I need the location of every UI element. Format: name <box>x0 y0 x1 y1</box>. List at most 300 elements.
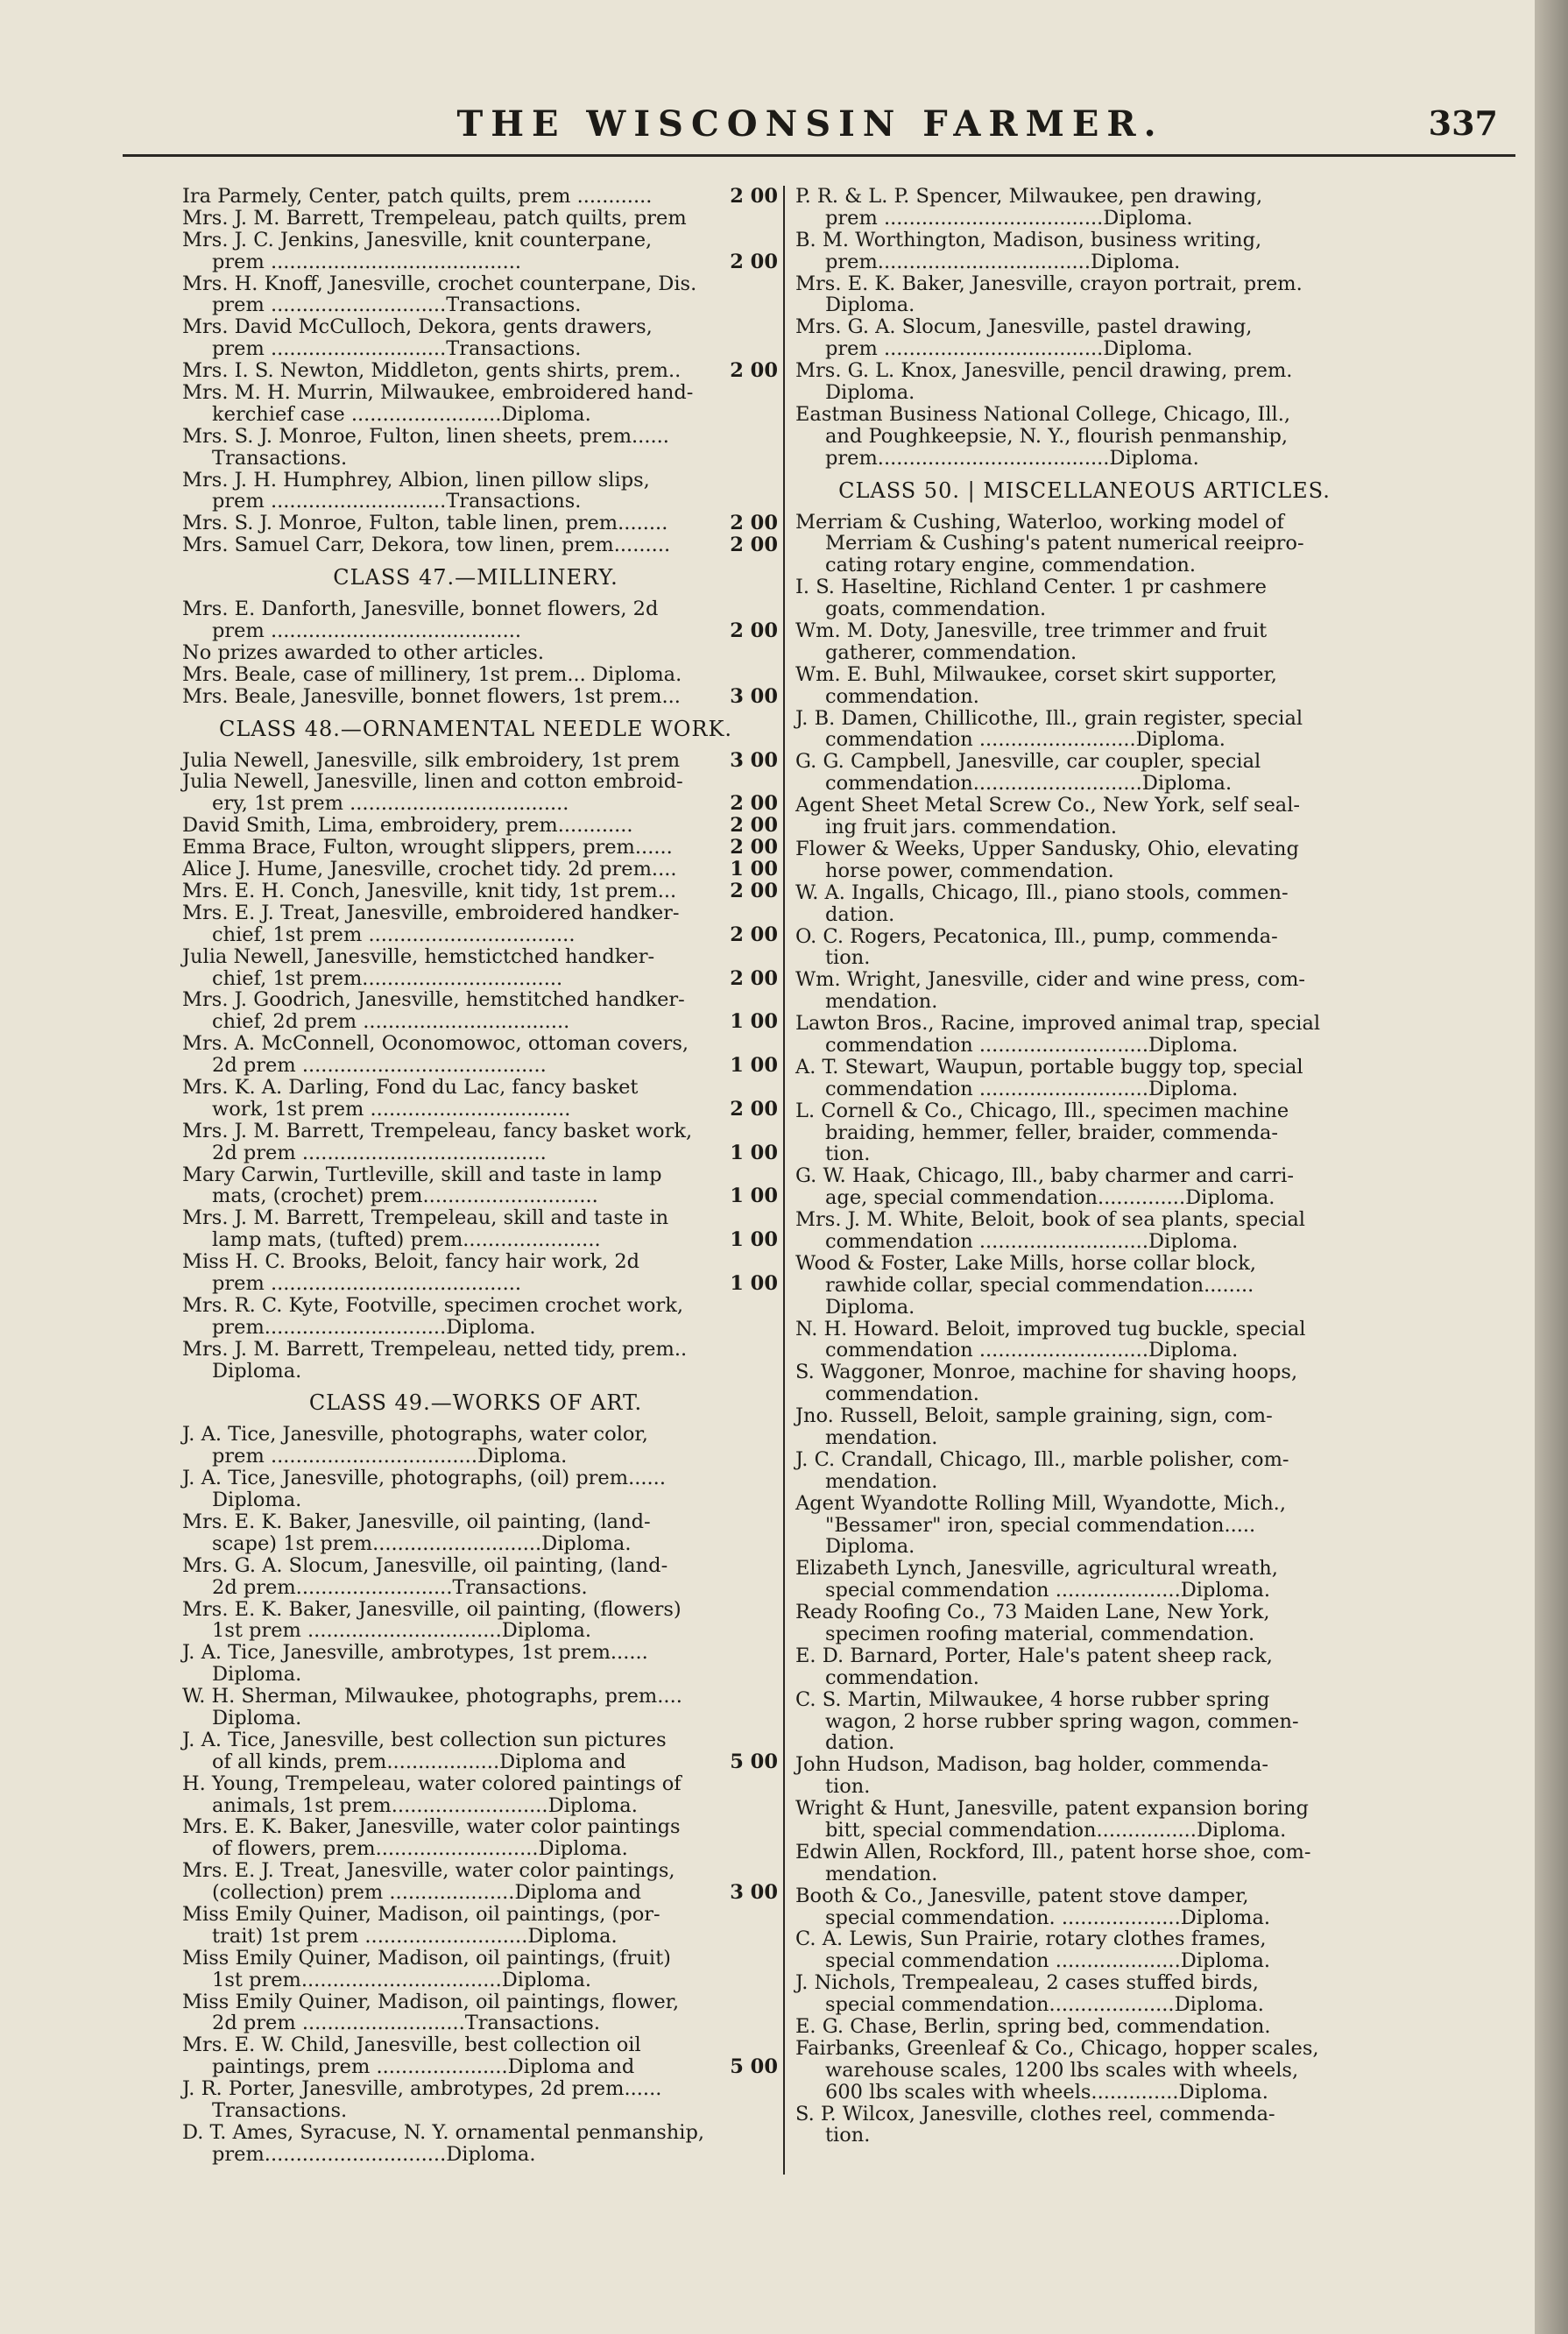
prize-amount: 1 00 <box>730 1054 778 1078</box>
entry-text: Mrs. E. H. Conch, Janesville, knit tidy, 1st prem... <box>182 879 677 902</box>
entry-text: Diploma. <box>825 1535 915 1559</box>
entry-text: Julia Newell, Janesville, hemstictched handker- <box>182 944 655 968</box>
award-entry <box>795 1558 1374 1602</box>
award-entry <box>795 1689 1374 1755</box>
entry-text: wagon, 2 horse rubber spring wagon, commen- <box>825 1709 1299 1733</box>
page-header <box>175 103 1498 161</box>
entry-line <box>795 947 1374 969</box>
award-entry <box>182 814 778 838</box>
entry-text: chief, 1st prem................................ <box>212 966 563 990</box>
entry-line <box>182 208 752 230</box>
entry-line <box>795 1035 1374 1057</box>
entry-line <box>795 1536 1374 1558</box>
entry-line <box>795 2060 1374 2082</box>
award-entry <box>182 988 778 1034</box>
entry-text: J. A. Tice, Janesville, best collection sun pictures <box>182 1728 667 1751</box>
entry-text: Transactions. <box>212 2099 348 2123</box>
class-heading: CLASS 50. | MISCELLANEOUS ARTICLES. <box>838 477 1331 503</box>
entry-line <box>182 1295 752 1317</box>
award-entry <box>795 838 1374 882</box>
entry-line <box>182 2012 752 2034</box>
entry-text: Mrs. J. M. Barrett, Trempeleau, skill and taste in <box>182 1206 669 1230</box>
entry-text: prem ........................................ <box>212 619 522 643</box>
entry-text: Diploma. <box>212 1489 302 1512</box>
entry-line <box>182 338 752 360</box>
entry-line <box>795 273 1374 295</box>
award-entry <box>795 1602 1374 1645</box>
award-entry <box>182 1339 752 1383</box>
entry-text: N. H. Howard. Beloit, improved tug buckle, special <box>795 1317 1306 1340</box>
entry-text: Lawton Bros., Racine, improved animal trap, special <box>795 1012 1321 1036</box>
entry-text: chief, 2d prem ................................. <box>212 1010 570 1034</box>
entry-line <box>182 1881 778 1905</box>
entry-line <box>182 1446 752 1468</box>
entry-line <box>182 359 778 383</box>
entry-text: prem ............................Transactions. <box>212 490 582 513</box>
entry-text: Mrs. Beale, Janesville, bonnet flowers, 1st prem... <box>182 684 681 708</box>
entry-text: prem ........................................ <box>212 1271 522 1295</box>
award-entry <box>795 1493 1374 1559</box>
entry-line <box>182 879 778 902</box>
entry-line <box>795 1100 1374 1122</box>
left-column <box>182 185 778 2166</box>
entry-line <box>795 751 1374 773</box>
entry-text: J. C. Crandall, Chicago, Ill., marble polisher, com- <box>795 1447 1289 1471</box>
entry-text: Mrs. G. A. Slocum, Janesville, oil painting, (land- <box>182 1553 668 1577</box>
entry-line <box>795 360 1374 382</box>
entry-line <box>182 294 752 316</box>
award-entry <box>795 1972 1374 2016</box>
entry-text: Alice J. Hume, Janesville, crochet tidy. 2d prem.... <box>182 858 677 881</box>
prize-amount: 2 00 <box>730 966 778 990</box>
award-entry <box>795 1405 1374 1449</box>
entry-line <box>182 491 752 513</box>
entry-text: H. Young, Trempeleau, water colored paintings of <box>182 1772 682 1795</box>
award-entry <box>795 1362 1374 1405</box>
entry-line <box>795 1122 1374 1144</box>
entry-line <box>795 1471 1374 1493</box>
entry-line <box>182 1729 752 1751</box>
entry-line <box>795 708 1374 730</box>
entry-line <box>795 1972 1374 1994</box>
entry-line <box>795 1842 1374 1864</box>
entry-text: Wm. M. Doty, Janesville, tree trimmer and fruit <box>795 619 1268 643</box>
award-entry <box>182 470 752 513</box>
entry-line <box>182 1926 752 1948</box>
entry-line <box>795 1057 1374 1079</box>
entry-line <box>182 2122 752 2144</box>
entry-text: animals, 1st prem.........................Diploma. <box>212 1793 638 1817</box>
entry-line <box>182 1339 752 1361</box>
prize-amount: 2 00 <box>730 250 778 273</box>
entry-line <box>795 1928 1374 1950</box>
entry-line <box>182 966 778 990</box>
award-entry <box>182 1295 752 1339</box>
entry-text: W. H. Sherman, Milwaukee, photographs, prem.... <box>182 1685 682 1708</box>
entry-text: Eastman Business National College, Chicago, Ill., <box>795 402 1291 426</box>
entry-line <box>795 1580 1374 1602</box>
entry-text: special commendation ....................Diploma. <box>825 1579 1271 1602</box>
award-entry <box>795 1253 1374 1319</box>
prize-amount: 2 00 <box>730 792 778 816</box>
award-entry <box>182 1075 778 1121</box>
entry-text: "Bessamer" iron, special commendation..... <box>825 1513 1256 1537</box>
award-entry <box>182 2078 752 2122</box>
award-entry <box>795 1449 1374 1493</box>
entry-line <box>795 969 1374 991</box>
entry-line <box>795 1732 1374 1754</box>
entry-text: prem ........................................ <box>212 250 522 273</box>
entry-line <box>795 642 1374 664</box>
entry-line <box>795 1515 1374 1537</box>
entry-text: Mrs. David McCulloch, Dekora, gents drawers, <box>182 315 653 339</box>
entry-text: C. A. Lewis, Sun Prairie, rotary clothes frames, <box>795 1927 1267 1951</box>
entry-line <box>795 686 1374 708</box>
award-entry <box>182 228 778 273</box>
award-entry <box>795 1645 1374 1689</box>
entry-text: work, 1st prem ................................ <box>212 1097 571 1121</box>
entry-line <box>182 250 778 273</box>
entry-text: 600 lbs scales with wheels..............Diploma. <box>825 2080 1268 2104</box>
entry-line <box>182 1860 752 1882</box>
entry-line <box>795 1362 1374 1383</box>
entry-line <box>182 1795 752 1817</box>
entry-text: prem ............................Transactions. <box>212 337 582 361</box>
award-entry <box>182 359 778 383</box>
award-entry <box>795 1057 1374 1100</box>
entry-text: Diploma. <box>212 1359 302 1383</box>
entry-line <box>182 1271 778 1295</box>
award-entry <box>795 2104 1374 2147</box>
award-entry <box>182 770 778 816</box>
entry-line <box>795 230 1374 251</box>
award-entry <box>182 836 778 859</box>
entry-text: Wm. Wright, Janesville, cider and wine press, com- <box>795 968 1306 992</box>
award-entry <box>182 185 778 208</box>
entry-line <box>182 2144 752 2166</box>
award-entry <box>795 1842 1374 1885</box>
award-entry <box>182 1555 752 1599</box>
entry-line <box>795 426 1374 448</box>
entry-line <box>182 1228 778 1252</box>
entry-text: prem.............................Diploma. <box>212 1315 536 1339</box>
entry-line <box>795 404 1374 426</box>
entry-line <box>795 1143 1374 1165</box>
entry-line <box>795 729 1374 751</box>
award-entry <box>182 858 778 881</box>
entry-text: tion. <box>825 1775 871 1799</box>
entry-line <box>182 1577 752 1599</box>
entry-text: rawhide collar, special commendation........ <box>825 1273 1254 1297</box>
entry-text: paintings, prem .....................Diploma and <box>212 2055 635 2079</box>
entry-line <box>795 512 1374 534</box>
entry-line <box>182 1970 752 1991</box>
award-entry <box>795 273 1374 317</box>
award-entry <box>182 426 752 470</box>
page-spine-shadow <box>1535 0 1568 2334</box>
entry-line <box>795 382 1374 404</box>
entry-text: No prizes awarded to other articles. <box>182 640 544 664</box>
prize-amount: 3 00 <box>730 1881 778 1905</box>
award-entry <box>182 1206 778 1252</box>
entry-line <box>795 448 1374 470</box>
entry-text: Mrs. M. H. Murrin, Milwaukee, embroidered hand- <box>182 381 694 405</box>
award-entry <box>795 926 1374 970</box>
entry-text: Mrs. J. M. White, Beloit, book of sea plants, special <box>795 1208 1305 1232</box>
entry-line <box>182 512 778 535</box>
prize-amount: 1 00 <box>730 1141 778 1164</box>
entry-text: Elizabeth Lynch, Janesville, agricultural wreath, <box>795 1557 1278 1581</box>
entry-line <box>795 817 1374 838</box>
entry-line <box>182 1948 752 1970</box>
award-entry <box>182 664 752 686</box>
entry-line <box>182 902 752 924</box>
entry-text: commendation. <box>825 1666 979 1689</box>
entry-text: prem ...................................Diploma. <box>825 337 1193 361</box>
entry-line <box>795 1907 1374 1929</box>
entry-line <box>182 470 752 492</box>
entry-line <box>182 814 778 838</box>
entry-text: Ira Parmely, Center, patch quilts, prem ............ <box>182 185 653 208</box>
entry-line <box>182 2078 752 2100</box>
entry-line <box>182 642 752 664</box>
entry-text: W. A. Ingalls, Chicago, Ill., piano stools, commen- <box>795 881 1289 904</box>
award-entry <box>182 1859 778 1905</box>
entry-line <box>182 1708 752 1729</box>
entry-line <box>795 533 1374 555</box>
entry-text: Wright & Hunt, Janesville, patent expansion boring <box>795 1797 1309 1821</box>
entry-text: Mrs. I. S. Newton, Middleton, gents shirts, prem.. <box>182 359 682 383</box>
journal-title: THE WISCONSIN FARMER. <box>456 103 1164 145</box>
entry-text: braiding, hemmer, feller, braider, commenda- <box>825 1121 1279 1144</box>
entry-text: and Poughkeepsie, N. Y., flourish penmanship, <box>825 424 1289 448</box>
column-divider <box>783 186 785 2175</box>
entry-line <box>182 1489 752 1511</box>
entry-text: commendation ...........................Diploma. <box>825 1339 1239 1362</box>
entry-text: commendation ...........................Diploma. <box>825 1077 1239 1100</box>
prize-amount: 1 00 <box>730 1010 778 1034</box>
entry-text: Transactions. <box>212 446 348 470</box>
entry-text: Diploma. <box>212 1707 302 1729</box>
entry-text: lamp mats, (tufted) prem...................... <box>212 1228 601 1252</box>
entry-text: J. A. Tice, Janesville, photographs, (oil) prem...... <box>182 1467 666 1490</box>
entry-line <box>795 1079 1374 1100</box>
entry-line <box>795 1165 1374 1187</box>
entry-line <box>182 2055 778 2079</box>
entry-text: D. T. Ames, Syracuse, N. Y. ornamental penmanship, <box>182 2120 705 2144</box>
entry-line <box>795 1754 1374 1776</box>
entry-line <box>182 185 778 208</box>
entry-text: age, special commendation..............Diploma. <box>825 1186 1275 1210</box>
entry-text: J. Nichols, Trempealeau, 2 cases stuffed birds, <box>795 1971 1259 1995</box>
entry-text: Mrs. Beale, case of millinery, 1st prem... Diploma. <box>182 662 682 686</box>
award-entry <box>182 1642 752 1686</box>
entry-line <box>182 619 778 643</box>
entry-text: Emma Brace, Fulton, wrought slippers, prem...... <box>182 836 673 859</box>
entry-text: Mrs. E. K. Baker, Janesville, water color paintings <box>182 1815 681 1839</box>
entry-line <box>182 1838 752 1860</box>
entry-text: Mrs. J. C. Jenkins, Janesville, knit counterpane, <box>182 228 653 251</box>
entry-text: Ready Roofing Co., 73 Maiden Lane, New York, <box>795 1601 1270 1624</box>
entry-text: cating rotary engine, commendation. <box>825 554 1197 577</box>
entry-line <box>182 1904 752 1926</box>
entry-text: mendation. <box>825 1469 938 1493</box>
award-entry <box>182 1250 778 1295</box>
entry-text: prem ............................Transactions. <box>212 294 582 317</box>
entry-text: O. C. Rogers, Pecatonica, Ill., pump, commenda- <box>795 924 1278 948</box>
award-entry <box>795 1100 1374 1166</box>
entry-text: L. Cornell & Co., Chicago, Ill., specimen machine <box>795 1099 1289 1122</box>
prize-amount: 2 00 <box>730 534 778 557</box>
prize-amount: 3 00 <box>730 684 778 708</box>
entry-text: Mrs. S. J. Monroe, Fulton, table linen, prem........ <box>182 512 668 535</box>
entry-line <box>795 773 1374 795</box>
entry-text: ery, 1st prem ................................... <box>212 792 569 816</box>
entry-text: Wm. E. Buhl, Milwaukee, corset skirt supporter, <box>795 662 1277 686</box>
award-entry <box>795 576 1374 620</box>
entry-line <box>795 1493 1374 1515</box>
award-entry <box>182 512 778 535</box>
entry-text: 2d prem ....................................... <box>212 1141 547 1164</box>
award-entry <box>182 1904 752 1948</box>
award-entry <box>182 273 752 317</box>
entry-text: B. M. Worthington, Madison, business writing, <box>795 228 1262 251</box>
entry-text: Diploma. <box>825 294 915 317</box>
entry-text: prem.............................Diploma. <box>212 2142 536 2166</box>
entry-text: commendation .........................Diploma. <box>825 728 1225 752</box>
award-entry <box>182 901 778 946</box>
entry-line <box>182 1185 778 1208</box>
award-entry <box>795 404 1374 470</box>
entry-line <box>182 534 778 557</box>
entry-line <box>182 1533 752 1555</box>
entry-line <box>795 208 1374 230</box>
entry-text: Miss Emily Quiner, Madison, oil paintings, (por- <box>182 1903 660 1927</box>
entry-text: P. R. & L. P. Spencer, Milwaukee, pen drawing, <box>795 185 1263 208</box>
award-entry <box>182 2033 778 2079</box>
entry-line <box>795 1994 1374 2016</box>
entry-line <box>795 1427 1374 1449</box>
entry-text: 2d prem ....................................... <box>212 1054 547 1078</box>
entry-line <box>182 382 752 404</box>
award-entry <box>795 1165 1374 1209</box>
award-entry <box>182 534 778 557</box>
award-entry <box>182 1468 752 1511</box>
entry-line <box>182 230 752 251</box>
entry-text: Mrs. J. H. Humphrey, Albion, linen pillow slips, <box>182 468 650 492</box>
entry-text: Mrs. Samuel Carr, Dekora, tow linen, prem......... <box>182 534 671 557</box>
entry-text: Fairbanks, Greenleaf & Co., Chicago, hopper scales, <box>795 2036 1319 2060</box>
entry-line <box>795 316 1374 338</box>
prize-amount: 2 00 <box>730 814 778 838</box>
award-entry <box>182 382 752 426</box>
entry-line <box>182 1664 752 1686</box>
entry-line <box>182 1097 778 1121</box>
entry-line <box>795 1340 1374 1362</box>
award-entry <box>182 1599 752 1643</box>
award-entry <box>182 316 752 360</box>
entry-text: Mrs. E. W. Child, Janesville, best collection oil <box>182 2033 641 2057</box>
entry-text: prem..................................Diploma. <box>825 250 1181 273</box>
entry-text: commendation. <box>825 1383 979 1406</box>
entry-text: Booth & Co., Janesville, patent stove damper, <box>795 1884 1249 1907</box>
entry-line <box>795 186 1374 208</box>
entry-line <box>182 748 778 772</box>
entry-line <box>182 316 752 338</box>
entry-text: dation. <box>825 1731 895 1755</box>
entry-text: mats, (crochet) prem............................ <box>212 1185 598 1208</box>
entry-text: prem .................................Diploma. <box>212 1445 568 1468</box>
entry-text: Mrs. E. Danforth, Janesville, bonnet flowers, 2d <box>182 598 659 621</box>
entry-text: John Hudson, Madison, bag holder, commenda- <box>795 1753 1268 1777</box>
award-entry <box>795 316 1374 360</box>
prize-amount: 2 00 <box>730 185 778 208</box>
award-entry <box>795 620 1374 664</box>
award-entry <box>182 1816 752 1860</box>
entry-text: special commendation. ...................Diploma. <box>825 1906 1271 1929</box>
entry-text: goats, commendation. <box>825 598 1047 621</box>
entry-line <box>182 1424 752 1446</box>
entry-text: bitt, special commendation................Diploma. <box>825 1819 1287 1842</box>
entry-text: tion. <box>825 2124 871 2147</box>
entry-text: Julia Newell, Janesville, linen and cotton embroid- <box>182 770 683 794</box>
entry-text: Mrs. G. A. Slocum, Janesville, pastel drawing, <box>795 315 1253 339</box>
entry-text: warehouse scales, 1200 lbs scales with wheels, <box>825 2058 1299 2082</box>
entry-text: Mrs. E. J. Treat, Janesville, embroidered handker- <box>182 901 680 924</box>
entry-text: ing fruit jars. commendation. <box>825 816 1118 839</box>
award-entry <box>795 708 1374 752</box>
entry-line <box>182 1620 752 1642</box>
entry-text: Mrs. K. A. Darling, Fond du Lac, fancy basket <box>182 1075 639 1099</box>
entry-line <box>795 1711 1374 1733</box>
entry-text: G. W. Haak, Chicago, Ill., baby charmer and carri- <box>795 1164 1294 1188</box>
entry-line <box>795 1013 1374 1035</box>
entry-line <box>795 2016 1374 2038</box>
entry-line <box>795 904 1374 926</box>
award-entry <box>182 642 752 664</box>
entry-line <box>182 1207 752 1229</box>
prize-amount: 2 00 <box>730 619 778 643</box>
entry-line <box>182 1642 752 1664</box>
award-entry <box>795 969 1374 1013</box>
entry-text: tion. <box>825 1142 871 1166</box>
entry-line <box>182 858 778 881</box>
award-entry <box>182 1686 752 1729</box>
award-entry <box>182 1773 752 1817</box>
award-entry <box>795 512 1374 577</box>
entry-line <box>795 1950 1374 1972</box>
prize-amount: 2 00 <box>730 359 778 383</box>
class-heading: CLASS 48.—ORNAMENTAL NEEDLE WORK. <box>219 716 732 741</box>
entry-text: E. D. Barnard, Porter, Hale's patent sheep rack, <box>795 1644 1273 1667</box>
entry-line <box>182 1164 752 1186</box>
award-entry <box>182 1991 752 2035</box>
entry-line <box>795 2038 1374 2060</box>
entry-text: S. Waggoner, Monroe, machine for shaving hoops, <box>795 1361 1298 1384</box>
entry-text: kerchief case ........................Diploma. <box>212 402 591 426</box>
entry-line <box>795 1558 1374 1580</box>
entry-text: trait) 1st prem ..........................Diploma. <box>212 1924 618 1948</box>
award-entry <box>795 882 1374 926</box>
entry-line <box>182 1077 752 1099</box>
entry-text: of all kinds, prem..................Diploma and <box>212 1750 626 1773</box>
entry-text: E. G. Chase, Berlin, spring bed, commendation. <box>795 2015 1271 2039</box>
entry-line <box>795 926 1374 948</box>
prize-amount: 1 00 <box>730 1228 778 1252</box>
entry-line <box>182 1468 752 1489</box>
entry-text: special commendation ....................Diploma. <box>825 1949 1271 1973</box>
award-entry <box>795 1209 1374 1253</box>
